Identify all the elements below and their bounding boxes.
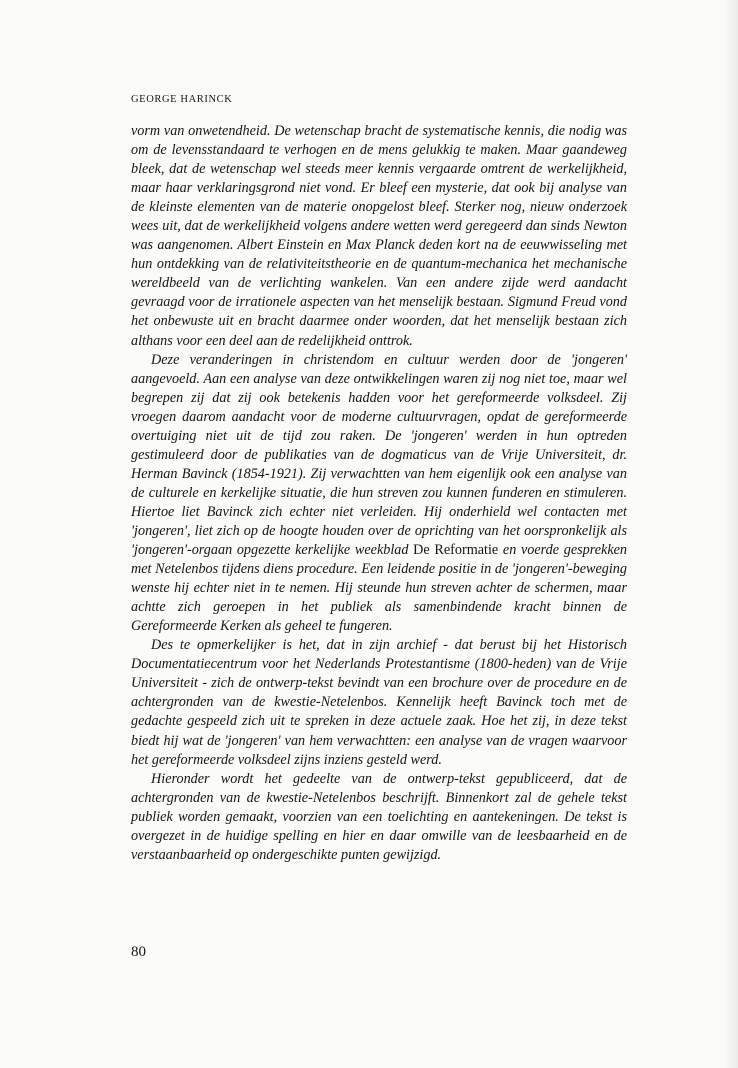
- paragraph-4: Hieronder wordt het gedeelte van de ontwerp-tekst gepubliceerd, dat de achtergronden van de kwestie-Netelenbos beschrijft. Binnenkort zal de gehele tekst publiek worden gemaakt, voorzien van een toelichting en aantekeningen. De tekst is overgezet in de huidige spelling en hier en daar omwille van de leesbaarheid en de verstaanbaarheid op ondergeschikte punten gewijzigd.: [131, 770, 627, 863]
- paragraph-2-part-1: Deze veranderingen in christendom en cultuur werden door de 'jongeren' aangevoeld. Aan een analyse van deze ontwikkelingen waren zij nog niet toe, maar wel begrepen zij dat zij ook betekenis hadden voor het gereformeerde volksdeel. Zij vroegen daarom aandacht voor de moderne cultuurvragen, opdat de gereformeerde overtuiging niet uit de tijd zou raken. De 'jongeren' werden in hun optreden gestimuleerd door de publikaties van de dogmaticus van de Vrije Universiteit, dr. Herman Bavinck (1854-1921). Zij verwachtten van hem eigenlijk ook een analyse van de culturele en kerkelijke situatie, die hun streven zou kunnen funderen en stimuleren. Hiertoe liet Bavinck zich echter niet verleiden. Hij onderhield wel contacten met 'jongeren', liet zich op de hoogte houden over de oprichting van het oorspronkelijk als 'jongeren'-orgaan opgezette kerkelijke weekblad: [131, 351, 627, 559]
- paragraph-2-part-2: en voerde gesprekken met Netelenbos tijdens diens procedure. Een leidende positie in de 'jongeren'-beweging wenste hij echter niet in te nemen. Hij steunde hun streven achter de schermen, maar achtte zich geroepen in het publiek als samenbindende kracht binnen de Gereformeerde Kerken als geheel te fungeren.: [131, 542, 628, 635]
- running-head: GEORGE HARINCK: [131, 94, 233, 105]
- paragraph-3: Des te opmerkelijker is het, dat in zijn archief - dat berust bij het Historisch Documentatiecentrum voor het Nederlands Protestantisme (1800-heden) van de Vrije Universiteit - zich de ontwerp-tekst bevindt van een brochure over de procedure en de achtergronden van de kwestie-Netelenbos. Kennelijk heeft Bavinck toch met de gedachte gespeeld zich uit te spreken in deze actuele zaak. Hoe het zij, in deze tekst biedt hij wat de 'jongeren' van hem verwachtten: een analyse van de vragen waarvoor het gereformeerde volksdeel zijns inziens gesteld werd.: [131, 637, 627, 768]
- paragraph-2: [131, 351, 627, 637]
- scan-edge-shadow: [724, 0, 738, 1068]
- body-text: [131, 122, 627, 865]
- page-number: 80: [131, 944, 146, 960]
- paragraph-1: vorm van onwetendheid. De wetenschap bracht de systematische kennis, die nodig was om de levensstandaard te verhogen en de mens gelukkig te maken. Maar gaandeweg bleek, dat de wetenschap wel steeds meer kennis vergaarde omtrent de werkelijkheid, maar haar verklaringsgrond niet vond. Er bleef een mysterie, dat ook bij analyse van de kleinste elementen van de materie onopgelost bleef. Sterker nog, nieuw onderzoek wees uit, dat de werkelijkheid volgens andere wetten werd geregeerd dan sinds Newton was aangenomen. Albert Einstein en Max Planck deden kort na de eeuwwisseling met hun ontdekking van de relativiteitstheorie en de quantum-mechanica het mechanische wereldbeeld van de verlichting wankelen. Van een andere zijde werd aandacht gevraagd voor de irrationele aspecten van het menselijk bestaan. Sigmund Freud vond het onbewuste uit en bracht daarmee onder woorden, dat het menselijk bestaan zich althans voor een deel aan de redelijkheid onttrok.: [131, 123, 627, 349]
- weekly-title-de-reformatie: De Reformatie: [413, 542, 499, 559]
